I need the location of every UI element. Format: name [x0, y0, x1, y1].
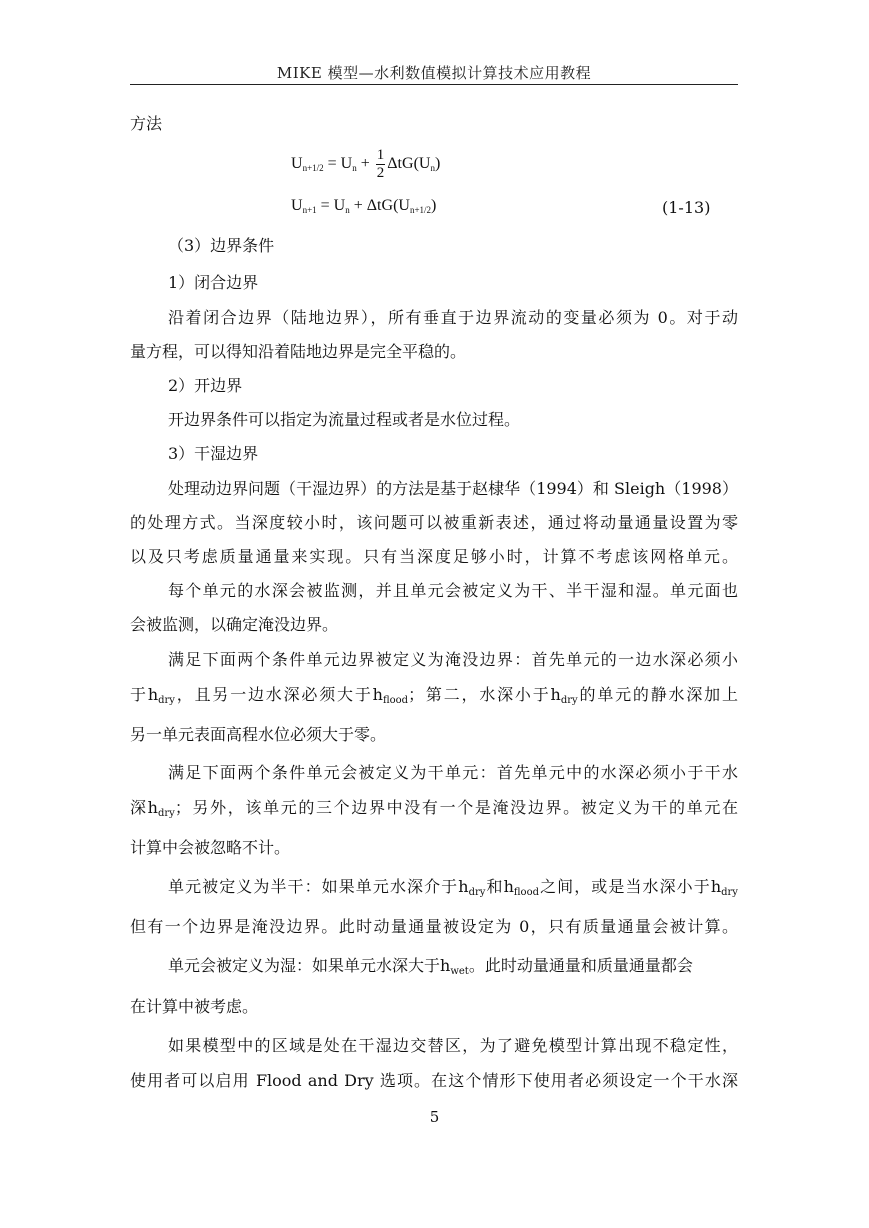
text-segment: 。此时动量通量和质量通量都会	[468, 956, 693, 975]
symbol-h-dry: $h_{dry}$	[458, 877, 486, 898]
text-line: 开边界条件可以指定为流量过程或者是水位过程。	[168, 410, 521, 429]
text-line	[168, 877, 738, 897]
eq-term: ΔtG	[387, 155, 414, 173]
symbol-h-dry: $h_{dry}$	[147, 798, 175, 819]
eq-var: U	[291, 155, 303, 173]
text-line: 的处理方式。当深度较小时，该问题可以被重新表述，通过将动量通量设置为零	[130, 513, 738, 532]
eq-denominator: 2	[376, 165, 385, 181]
eq-paren: )	[431, 197, 437, 214]
text-line: 处理动边界问题（干湿边界）的方法是基于赵棣华（1994）和 Sleigh（1998）	[168, 479, 738, 498]
text-line	[130, 798, 738, 818]
eq-subscript: n+1/2	[302, 163, 324, 174]
text-segment: 的单元的静水深加上	[577, 685, 738, 704]
text-segment: 单元被定义为半干：如果单元水深介于	[168, 877, 459, 896]
text-segment: 之间，或是当水深小于	[539, 877, 711, 896]
text-line: 方法	[130, 114, 163, 133]
text-line: 会被监测，以确定淹没边界。	[130, 615, 339, 634]
eq-paren: (	[393, 197, 399, 214]
eq-plus: +	[360, 155, 370, 173]
text-line: 使用者可以启用 Flood and Dry 选项。在这个情形下使用者必须设定一个干水深	[130, 1071, 738, 1090]
subsection-heading: 2）开边界	[168, 376, 243, 395]
page-number: 5	[429, 1108, 440, 1126]
header-rule	[130, 84, 738, 85]
equation-line-2	[291, 197, 436, 215]
symbol-h-flood: $h_{flood}$	[503, 877, 539, 898]
eq-equals: =	[320, 197, 330, 214]
text-segment: ；另外，该单元的三个边界中没有一个是淹没边界。被定义为干的单元在	[174, 798, 738, 817]
symbol-h-wet: $h_{wet}$	[440, 956, 469, 977]
eq-subscript: n	[352, 163, 357, 174]
text-line: 量方程，可以得知沿着陆地边界是完全平稳的。	[130, 342, 467, 361]
eq-var: U	[291, 197, 303, 214]
symbol-h-flood: $h_{flood}$	[372, 685, 409, 706]
text-segment: 和	[485, 877, 504, 896]
text-line: 在计算中被考虑。	[130, 997, 259, 1016]
running-header: MIKE 模型—水利数值模拟计算技术应用教程	[276, 64, 592, 82]
text-line: 计算中会被忽略不计。	[130, 838, 291, 857]
symbol-h-dry: $h_{dry}$	[147, 685, 175, 706]
text-line: 沿着闭合边界（陆地边界），所有垂直于边界流动的变量必须为 0。对于动	[168, 308, 738, 327]
text-segment: ，且另一边水深必须大于	[174, 685, 373, 704]
eq-subscript: n+1/2	[409, 205, 432, 215]
eq-numerator: 1	[376, 147, 385, 163]
eq-var: U	[418, 155, 431, 173]
text-segment: 于	[130, 685, 148, 704]
text-line: 以及只考虑质量通量来实现。只有当深度足够小时，计算不考虑该网格单元。	[130, 547, 738, 566]
eq-fraction	[376, 147, 386, 182]
eq-subscript: n	[430, 163, 435, 174]
eq-plus: +	[353, 197, 363, 214]
text-line: 另一单元表面高程水位必须大于零。	[130, 725, 387, 744]
symbol-h-dry: $h_{dry}$	[710, 877, 738, 898]
symbol-h-dry: $h_{dry}$	[550, 685, 578, 706]
text-line: 每个单元的水深会被监测，并且单元会被定义为干、半干湿和湿。单元面也	[168, 581, 738, 600]
text-line: 但有一个边界是淹没边界。此时动量通量被设定为 0，只有质量通量会被计算。	[130, 917, 738, 936]
eq-term: ΔtG	[366, 197, 394, 214]
text-segment: 深	[130, 798, 148, 817]
eq-var: U	[340, 155, 353, 173]
subsection-heading: 1）闭合边界	[168, 273, 259, 292]
text-line: 满足下面两个条件单元边界被定义为淹没边界：首先单元的一边水深必须小	[168, 650, 738, 669]
subsection-heading: 3）干湿边界	[168, 444, 259, 463]
section-heading: （3）边界条件	[168, 236, 275, 255]
text-segment: ；第二，水深小于	[408, 685, 551, 704]
eq-subscript: n+1	[302, 205, 317, 215]
text-line: 满足下面两个条件单元会被定义为干单元：首先单元中的水深必须小于干水	[168, 763, 738, 782]
eq-var: U	[333, 197, 346, 214]
eq-equals: =	[327, 155, 337, 173]
eq-var: U	[398, 197, 410, 214]
eq-paren: )	[434, 155, 441, 173]
text-line: 如果模型中的区域是处在干湿边交替区，为了避免模型计算出现不稳定性，	[168, 1036, 738, 1055]
eq-paren: (	[413, 155, 419, 173]
equation-number: (1-13)	[662, 198, 711, 217]
equation-line-1	[291, 147, 440, 182]
text-line	[168, 956, 738, 976]
text-line	[130, 685, 738, 705]
eq-subscript: n	[345, 205, 350, 215]
text-segment: 单元会被定义为湿：如果单元水深大于	[168, 956, 441, 975]
